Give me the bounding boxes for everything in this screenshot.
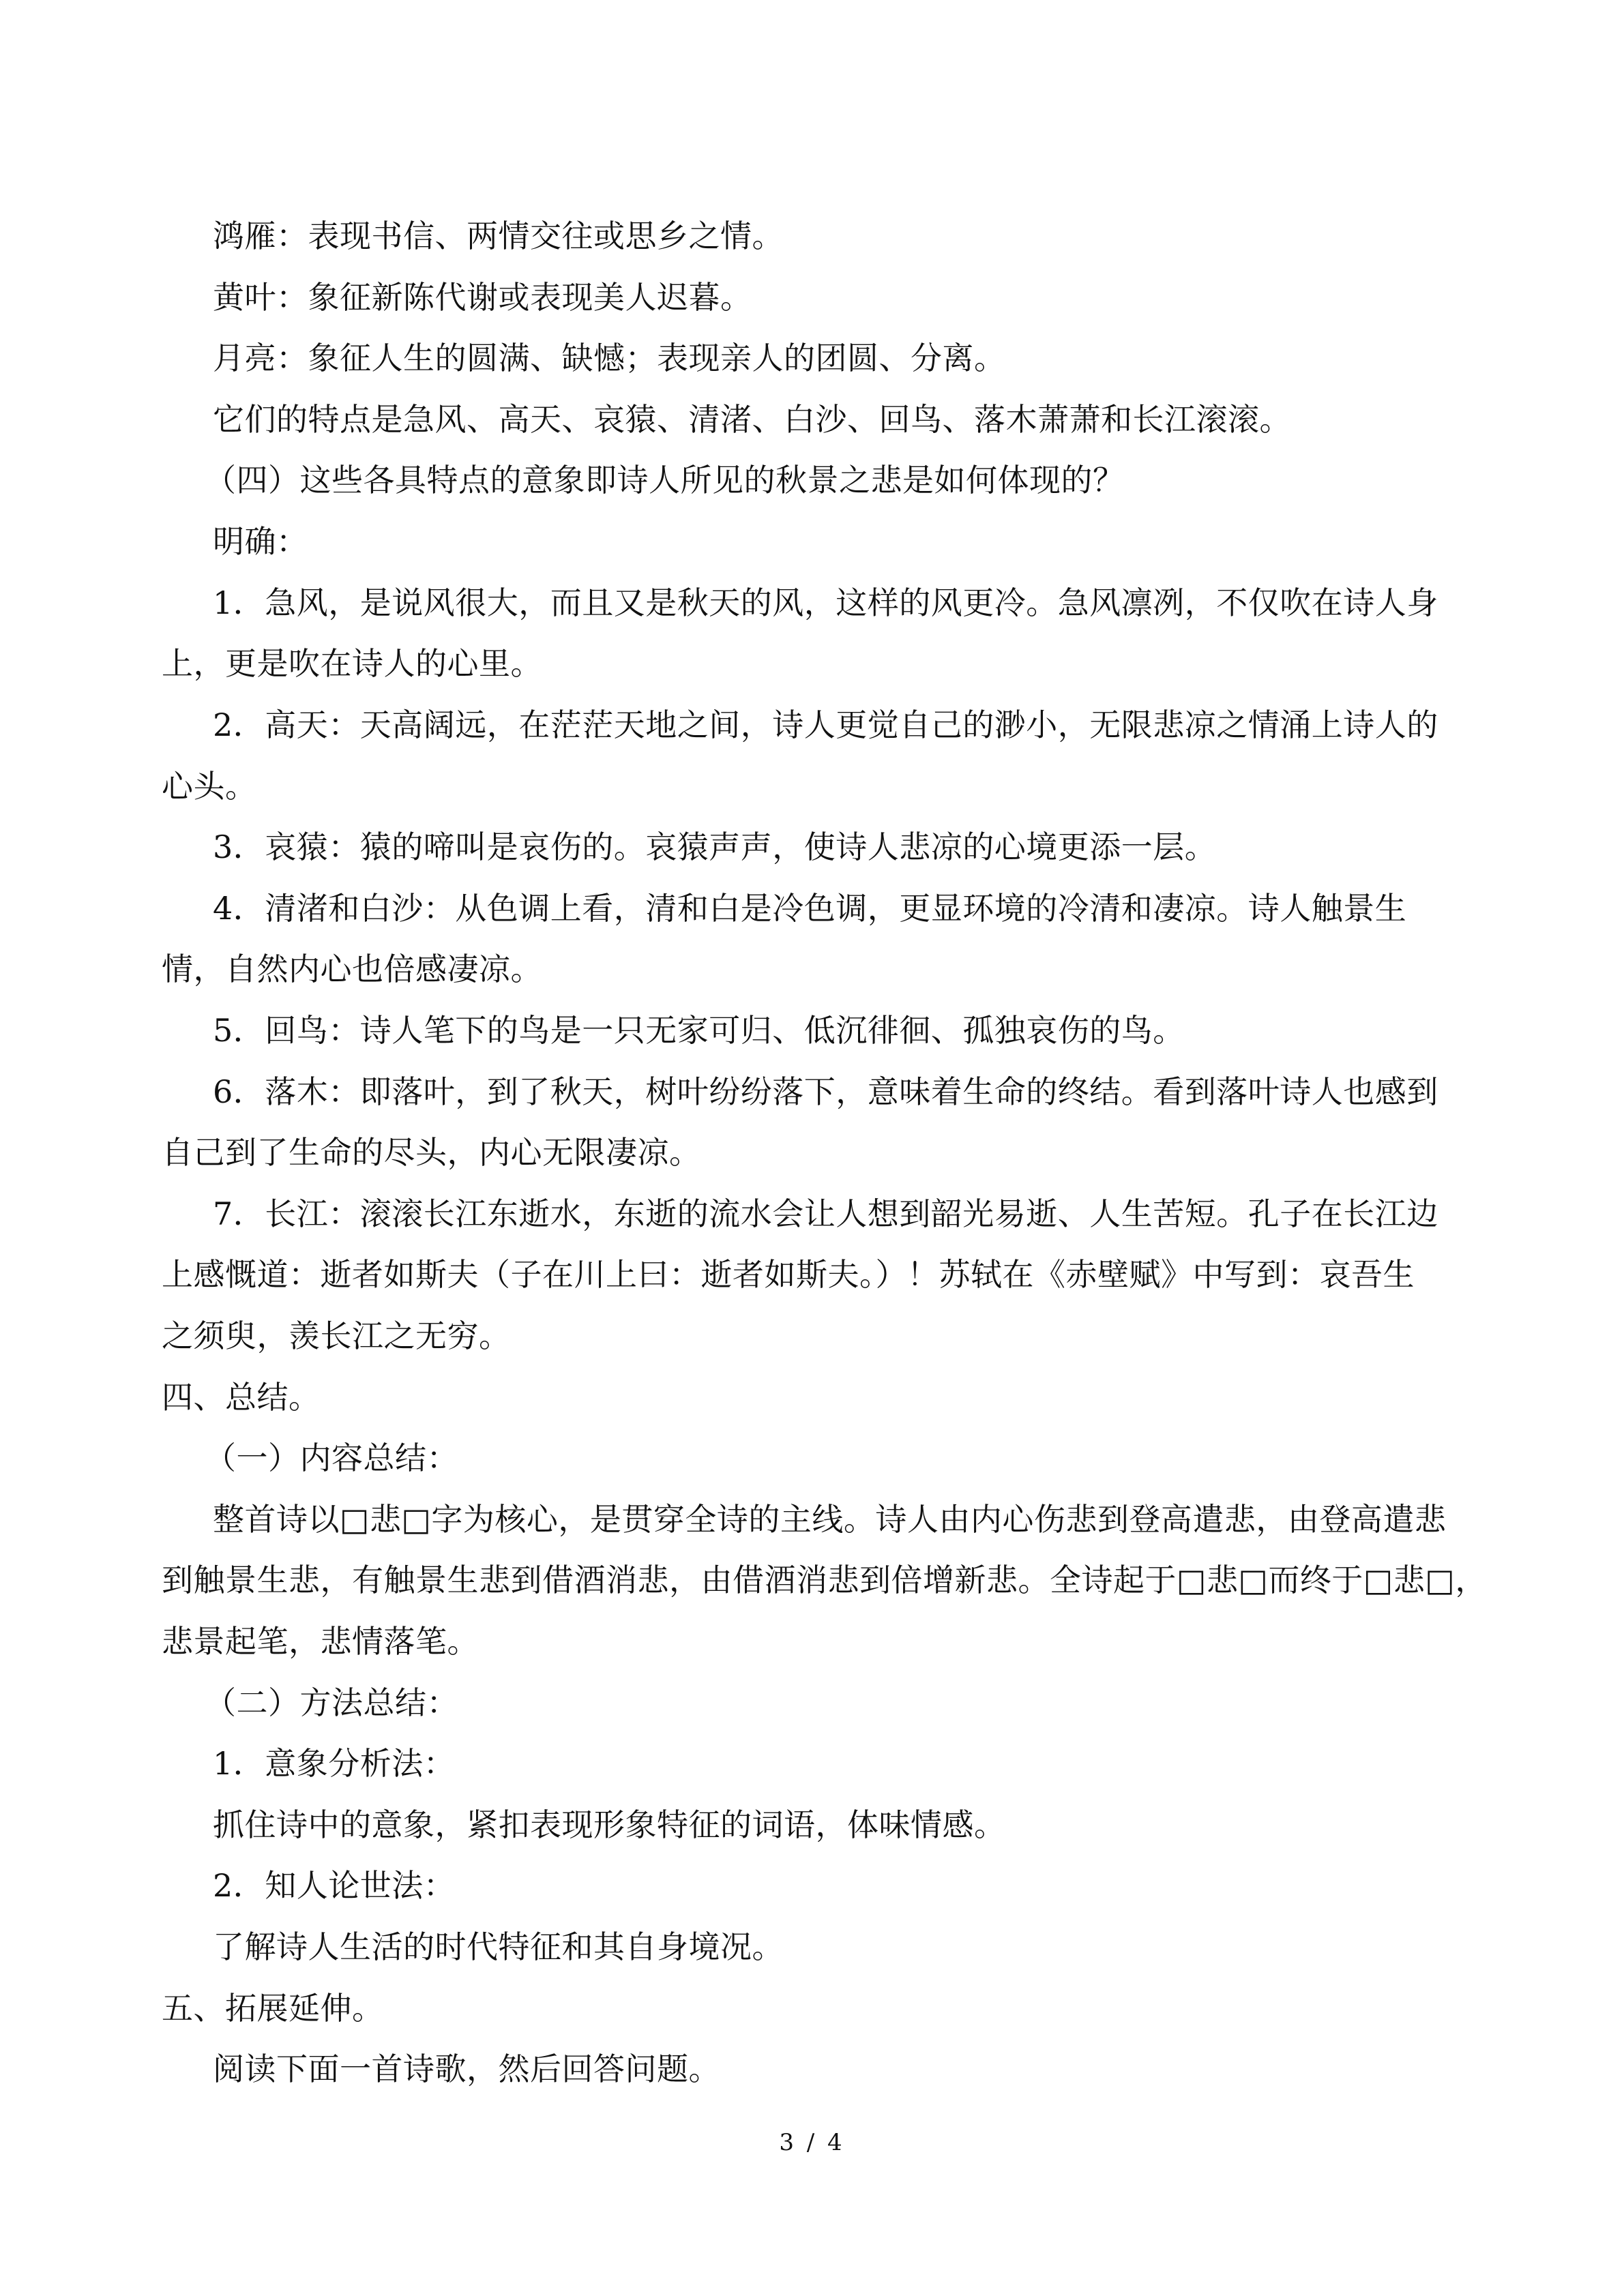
text-line-summary-2: 到触景生悲，有触景生悲到借酒消悲，由借酒消悲到倍增新悲。全诗起于□悲□而终于□悲□，	[162, 1562, 1487, 1598]
text-line-mingque: 明确：	[213, 523, 308, 560]
text-line-yueliang: 月亮：象征人生的圆满、缺憾；表现亲人的团圆、分离。	[213, 340, 1006, 376]
text-line-instruction: 阅读下面一首诗歌，然后回答问题。	[213, 2051, 720, 2087]
list-item-1-cont: 上，更是吹在诗人的心里。	[162, 645, 542, 682]
subheading-content-summary: （一）内容总结：	[205, 1440, 458, 1476]
list-item-1: 1．急风，是说风很大，而且又是秋天的风，这样的风更冷。急风凛冽，不仅吹在诗人身	[213, 584, 1438, 621]
list-item-4: 4．清渚和白沙：从色调上看，清和白是冷色调，更显环境的冷清和凄凉。诗人触景生	[213, 890, 1407, 927]
method-item-2: 2．知人论世法：	[213, 1867, 456, 1904]
text-line-summary-3: 悲景起笔，悲情落笔。	[162, 1623, 479, 1660]
section-heading-summary: 四、总结。	[162, 1379, 321, 1416]
list-item-5: 5．回鸟：诗人笔下的鸟是一只无家可归、低沉徘徊、孤独哀伤的鸟。	[213, 1012, 1185, 1049]
list-item-6: 6．落木：即落叶，到了秋天，树叶纷纷落下，意味着生命的终结。看到落叶诗人也感到	[213, 1073, 1438, 1110]
text-line-features: 它们的特点是急风、高天、哀猿、清渚、白沙、回鸟、落木萧萧和长江滚滚。	[213, 401, 1291, 438]
list-item-3: 3．哀猿：猿的啼叫是哀伤的。哀猿声声，使诗人悲凉的心境更添一层。	[213, 829, 1217, 865]
text-line-hongyan: 鸿雁：表现书信、两情交往或思乡之情。	[213, 218, 784, 254]
page-number: 3 / 4	[779, 2129, 845, 2156]
list-item-7-cont-2: 之须臾，羡长江之无穷。	[162, 1317, 511, 1354]
text-line-huangye: 黄叶：象征新陈代谢或表现美人迟暮。	[213, 279, 752, 316]
list-item-6-cont: 自己到了生命的尽头，内心无限凄凉。	[162, 1134, 701, 1171]
list-item-2: 2．高天：天高阔远，在茫茫天地之间，诗人更觉自己的渺小，无限悲凉之情涌上诗人的	[213, 706, 1438, 743]
method-item-1-desc: 抓住诗中的意象，紧扣表现形象特征的词语，体味情感。	[213, 1806, 1006, 1843]
list-item-4-cont: 情，自然内心也倍感凄凉。	[162, 951, 542, 987]
list-item-7: 7．长江：滚滚长江东逝水，东逝的流水会让人想到韶光易逝、人生苦短。孔子在长江边	[213, 1195, 1438, 1232]
text-line-summary-1: 整首诗以□悲□字为核心，是贯穿全诗的主线。诗人由内心伤悲到登高遣悲，由登高遣悲	[213, 1501, 1447, 1538]
section-heading-extension: 五、拓展延伸。	[162, 1990, 384, 2027]
list-item-7-cont: 上感慨道：逝者如斯夫（子在川上曰：逝者如斯夫。）！苏轼在《赤壁赋》中写到：哀吾生	[162, 1256, 1415, 1293]
method-item-2-desc: 了解诗人生活的时代特征和其自身境况。	[213, 1928, 784, 1965]
method-item-1: 1．意象分析法：	[213, 1745, 456, 1782]
list-item-2-cont: 心头。	[162, 768, 257, 805]
subheading-method-summary: （二）方法总结：	[205, 1684, 458, 1721]
section-question-4: （四）这些各具特点的意象即诗人所见的秋景之悲是如何体现的？	[205, 462, 1125, 498]
